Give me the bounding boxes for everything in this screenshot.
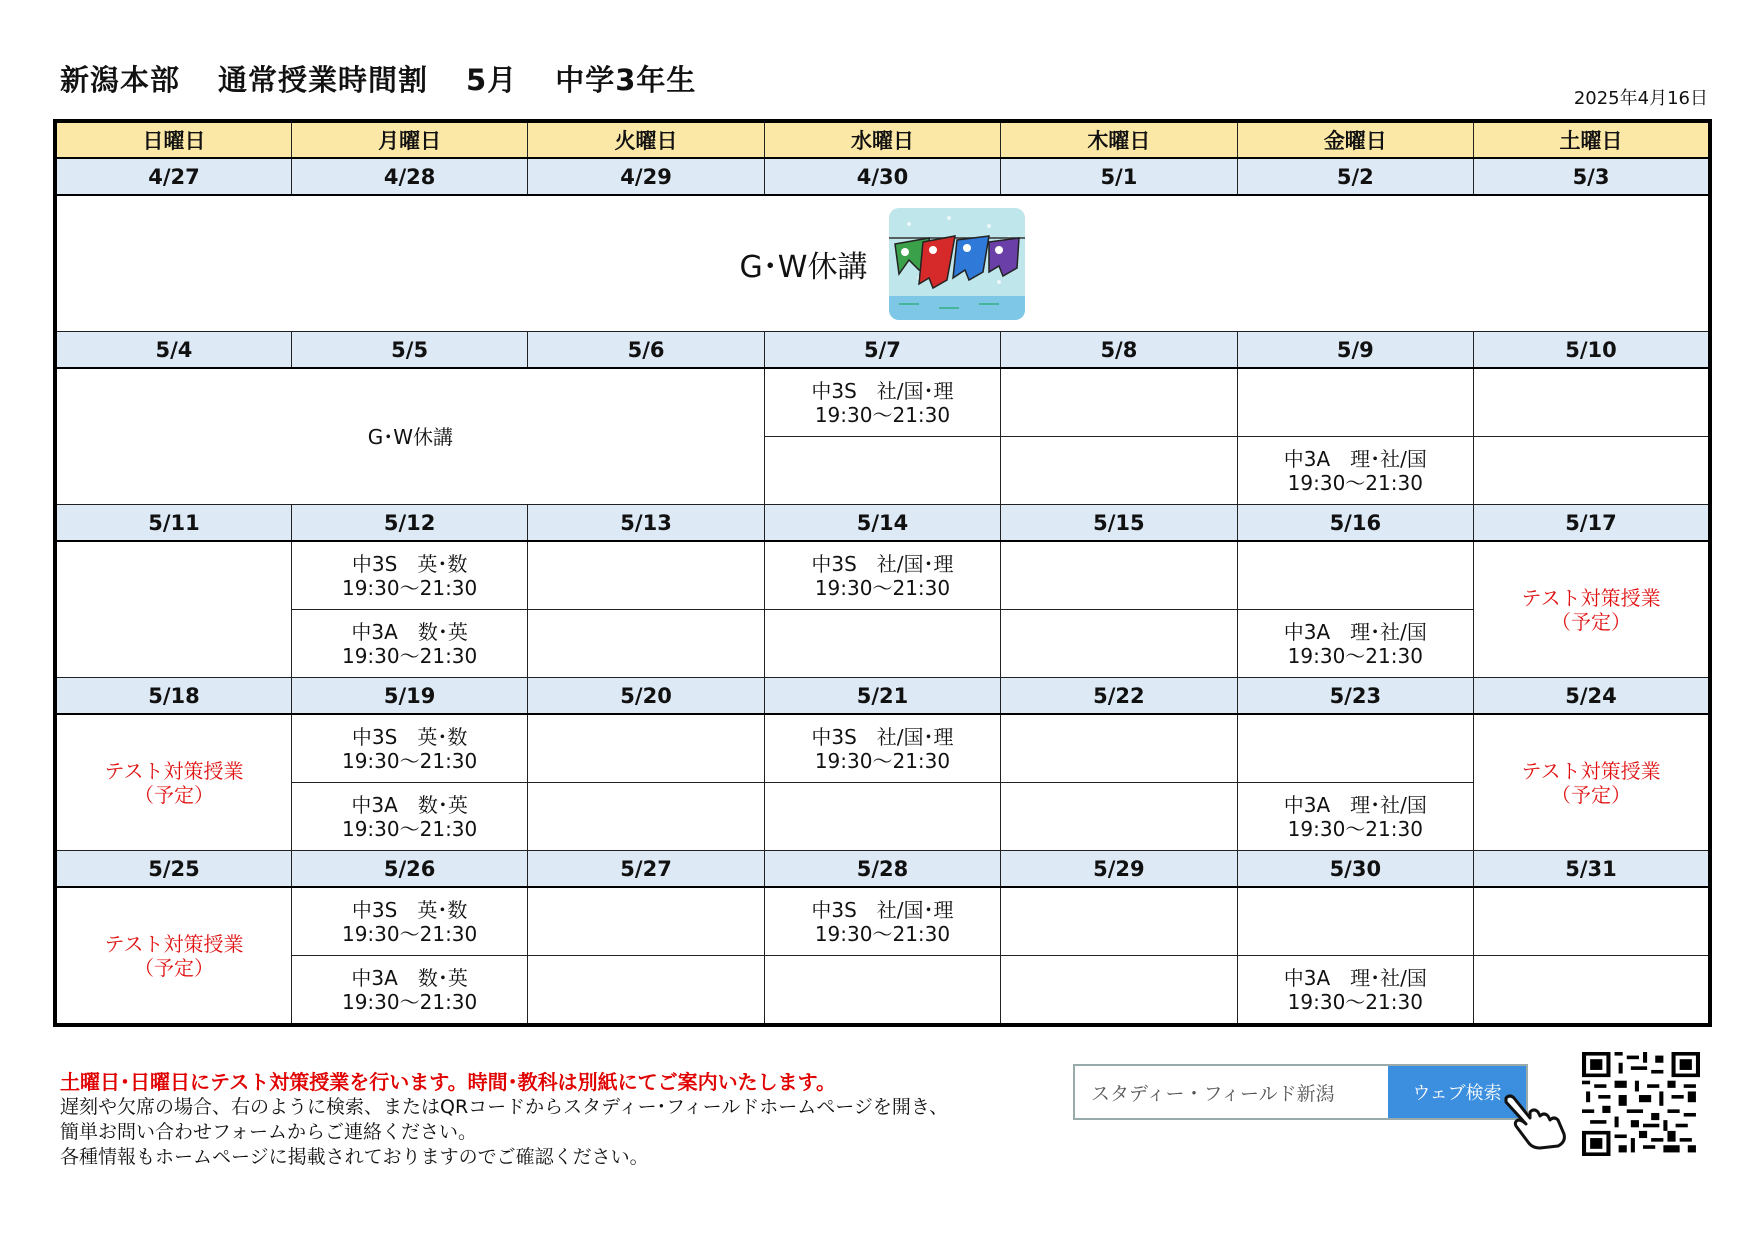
empty-slot	[1237, 887, 1473, 956]
date-cell: 5/13	[528, 505, 764, 542]
date-cell: 4/29	[528, 158, 764, 195]
class-name: 中3A 理･社/国	[1283, 619, 1427, 644]
date-cell: 5/25	[55, 851, 291, 888]
date-cell: 5/20	[528, 678, 764, 715]
date-row	[55, 505, 1710, 542]
date-cell: 5/31	[1474, 851, 1710, 888]
contact-line-3: 各種情報もホームページに掲載されておりますのでご確認ください。	[60, 1146, 649, 1168]
test-prep-label: テスト対策授業	[1521, 585, 1661, 610]
class-slot	[291, 887, 527, 956]
weekday-wed: 水曜日	[764, 121, 1000, 158]
empty-slot	[1001, 368, 1237, 437]
empty-slot	[1001, 610, 1237, 678]
search-box-image	[1073, 1064, 1528, 1120]
empty-slot	[528, 714, 764, 783]
gw-holiday-cell	[55, 195, 1710, 332]
issue-date: 2025年4月16日	[1573, 88, 1708, 109]
empty-slot	[1237, 368, 1473, 437]
test-prep-note: （予定）	[1551, 609, 1632, 634]
empty-slot	[1001, 714, 1237, 783]
date-cell: 4/28	[291, 158, 527, 195]
date-cell: 5/14	[764, 505, 1000, 542]
gw-holiday-label: G･W休講	[739, 249, 868, 285]
gw-holiday-label: G･W休講	[55, 368, 764, 505]
empty-slot	[55, 541, 291, 678]
web-search-button: ウェブ検索	[1388, 1066, 1526, 1118]
weekday-header-row	[55, 121, 1710, 158]
empty-slot	[764, 610, 1000, 678]
date-cell: 5/5	[291, 332, 527, 369]
qr-code-icon	[1582, 1052, 1700, 1156]
empty-slot	[1237, 714, 1473, 783]
title-grade: 中学3年生	[555, 63, 697, 97]
empty-slot	[1001, 437, 1237, 505]
class-name: 中3S 社/国･理	[811, 378, 954, 403]
class-time: 19:30～21:30	[814, 921, 951, 946]
footer-notice	[60, 1070, 948, 1170]
date-row	[55, 332, 1710, 369]
class-name: 中3S 社/国･理	[811, 897, 954, 922]
class-time: 19:30～21:30	[814, 748, 951, 773]
empty-slot	[1474, 887, 1710, 956]
weekday-sun: 日曜日	[55, 121, 291, 158]
test-prep-note: （予定）	[133, 955, 214, 980]
class-time: 19:30～21:30	[1287, 816, 1423, 841]
test-prep-label: テスト対策授業	[104, 931, 244, 956]
date-cell: 5/2	[1237, 158, 1473, 195]
class-time: 19:30～21:30	[341, 989, 478, 1014]
koinobori-icon	[889, 208, 1025, 320]
class-name: 中3A 数･英	[351, 619, 468, 644]
class-time: 19:30～21:30	[341, 643, 478, 668]
class-name: 中3S 社/国･理	[811, 551, 954, 576]
date-cell: 5/9	[1237, 332, 1473, 369]
class-slot	[1237, 956, 1473, 1026]
class-slot	[291, 714, 527, 783]
empty-slot	[1001, 956, 1237, 1026]
date-cell: 5/23	[1237, 678, 1473, 715]
date-cell: 5/4	[55, 332, 291, 369]
class-time: 19:30～21:30	[341, 921, 478, 946]
title-schedule: 通常授業時間割	[218, 63, 429, 97]
test-prep-notice: 土曜日･日曜日にテスト対策授業を行います。時間･教科は別紙にてご案内いたします。	[60, 1070, 836, 1094]
empty-slot	[528, 541, 764, 610]
weekday-thu: 木曜日	[1001, 121, 1237, 158]
class-time: 19:30～21:30	[341, 575, 478, 600]
class-time: 19:30～21:30	[814, 402, 951, 427]
empty-slot	[764, 956, 1000, 1026]
test-prep-note: （予定）	[133, 782, 214, 807]
date-cell: 5/28	[764, 851, 1000, 888]
title-dept: 新潟本部	[60, 63, 181, 97]
empty-slot	[528, 887, 764, 956]
date-cell: 5/8	[1001, 332, 1237, 369]
date-cell: 5/21	[764, 678, 1000, 715]
date-row	[55, 851, 1710, 888]
test-prep-slot	[1474, 541, 1710, 678]
search-query: スタディー・フィールド新潟	[1075, 1066, 1388, 1118]
class-time: 19:30～21:30	[1287, 470, 1423, 495]
date-cell: 5/16	[1237, 505, 1473, 542]
empty-slot	[1474, 368, 1710, 437]
empty-slot	[1474, 437, 1710, 505]
date-cell: 5/11	[55, 505, 291, 542]
class-slot	[764, 541, 1000, 610]
empty-slot	[528, 956, 764, 1026]
date-cell: 5/17	[1474, 505, 1710, 542]
empty-slot	[1001, 887, 1237, 956]
class-name: 中3S 英･数	[351, 551, 468, 576]
class-name: 中3A 理･社/国	[1283, 965, 1427, 990]
class-time: 19:30～21:30	[814, 575, 951, 600]
timetable	[53, 119, 1712, 1027]
test-prep-slot	[1474, 714, 1710, 851]
class-slot	[291, 610, 527, 678]
test-prep-slot	[55, 714, 291, 851]
class-slot	[764, 887, 1000, 956]
class-slot	[764, 368, 1000, 437]
class-name: 中3A 理･社/国	[1283, 446, 1427, 471]
class-slot	[764, 714, 1000, 783]
hand-pointer-icon	[1500, 1090, 1570, 1150]
empty-slot	[1001, 541, 1237, 610]
class-name: 中3S 英･数	[351, 897, 468, 922]
contact-line-2: 簡単お問い合わせフォームからご連絡ください。	[60, 1121, 478, 1143]
date-cell: 4/27	[55, 158, 291, 195]
weekday-fri: 金曜日	[1237, 121, 1473, 158]
empty-slot	[1001, 783, 1237, 851]
class-time: 19:30～21:30	[341, 748, 478, 773]
class-time: 19:30～21:30	[1287, 643, 1423, 668]
class-slot	[1237, 610, 1473, 678]
class-time: 19:30～21:30	[341, 816, 478, 841]
date-cell: 5/3	[1474, 158, 1710, 195]
weekday-mon: 月曜日	[291, 121, 527, 158]
empty-slot	[1237, 541, 1473, 610]
test-prep-note: （予定）	[1551, 782, 1632, 807]
date-cell: 5/22	[1001, 678, 1237, 715]
weekday-tue: 火曜日	[528, 121, 764, 158]
date-cell: 5/1	[1001, 158, 1237, 195]
weekday-sat: 土曜日	[1474, 121, 1710, 158]
class-slot	[1237, 783, 1473, 851]
class-time: 19:30～21:30	[1287, 989, 1423, 1014]
empty-slot	[764, 437, 1000, 505]
class-name: 中3S 英･数	[351, 724, 468, 749]
class-name: 中3A 数･英	[351, 965, 468, 990]
date-row	[55, 678, 1710, 715]
date-cell: 4/30	[764, 158, 1000, 195]
date-cell: 5/6	[528, 332, 764, 369]
class-slot	[1237, 437, 1473, 505]
date-cell: 5/30	[1237, 851, 1473, 888]
empty-slot	[528, 610, 764, 678]
class-name: 中3A 理･社/国	[1283, 792, 1427, 817]
page-title	[60, 58, 714, 99]
empty-slot	[1474, 956, 1710, 1026]
test-prep-slot	[55, 887, 291, 1025]
class-name: 中3S 社/国･理	[811, 724, 954, 749]
date-cell: 5/26	[291, 851, 527, 888]
class-slot	[291, 783, 527, 851]
date-cell: 5/19	[291, 678, 527, 715]
date-cell: 5/27	[528, 851, 764, 888]
class-name: 中3A 数･英	[351, 792, 468, 817]
test-prep-label: テスト対策授業	[1521, 758, 1661, 783]
date-cell: 5/29	[1001, 851, 1237, 888]
date-cell: 5/12	[291, 505, 527, 542]
empty-slot	[764, 783, 1000, 851]
date-cell: 5/24	[1474, 678, 1710, 715]
class-slot	[291, 956, 527, 1026]
date-cell: 5/7	[764, 332, 1000, 369]
title-month: 5月	[466, 63, 518, 97]
date-row	[55, 158, 1710, 195]
test-prep-label: テスト対策授業	[104, 758, 244, 783]
contact-line-1: 遅刻や欠席の場合、右のように検索、またはQRコードからスタディー･フィールドホームページを開き、	[60, 1096, 949, 1118]
date-cell: 5/18	[55, 678, 291, 715]
empty-slot	[528, 783, 764, 851]
date-cell: 5/15	[1001, 505, 1237, 542]
class-slot	[291, 541, 527, 610]
date-cell: 5/10	[1474, 332, 1710, 369]
